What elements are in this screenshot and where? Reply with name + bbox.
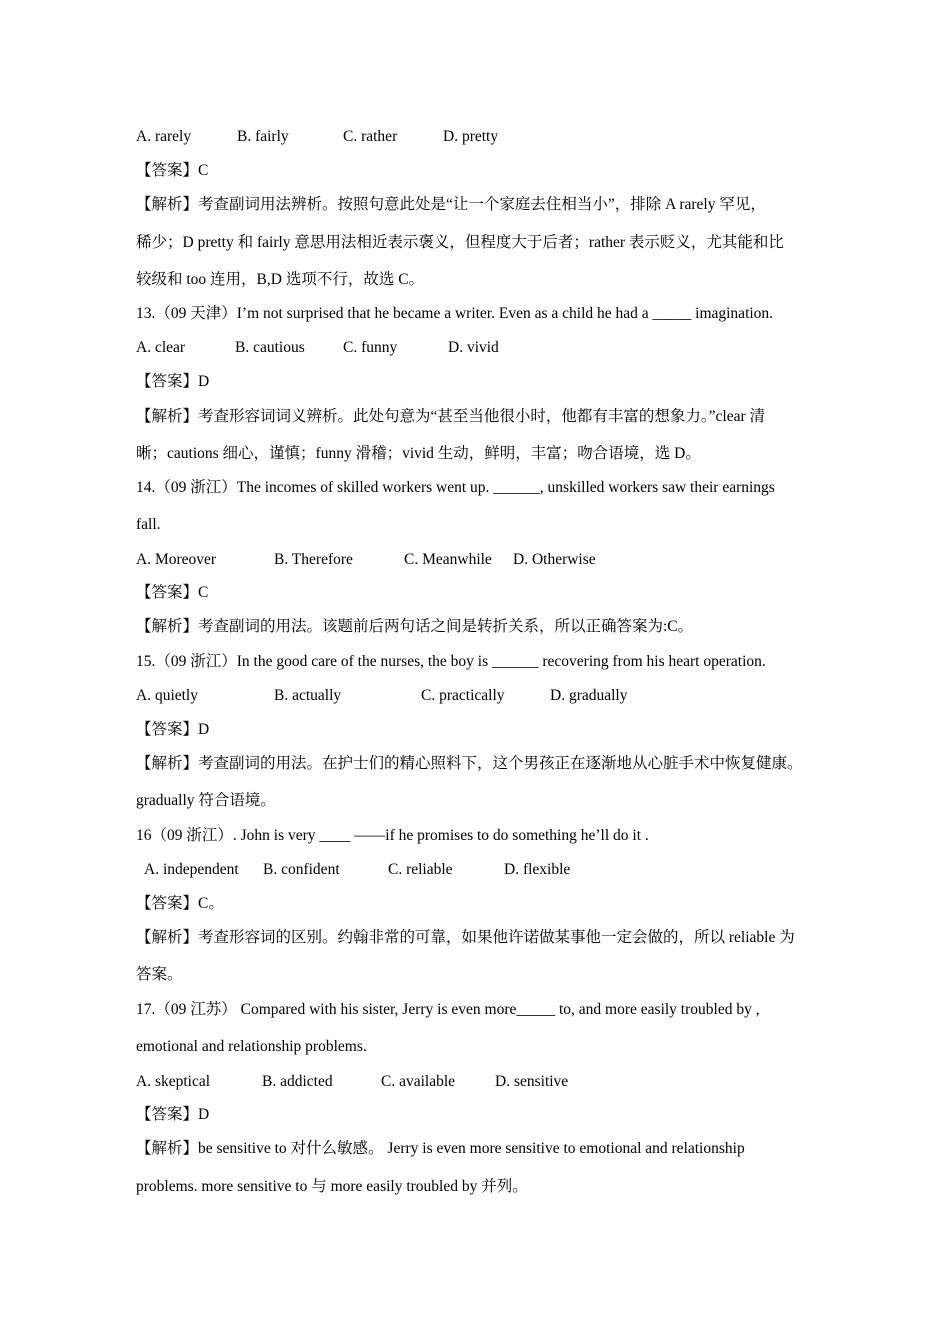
- q16-answer: 【答案】C。: [136, 895, 224, 912]
- option-b: B. addicted: [262, 1073, 333, 1090]
- option-d: D. vivid: [448, 339, 499, 356]
- q14-answer: 【答案】C: [136, 584, 209, 601]
- option-b: B. cautious: [235, 339, 305, 356]
- option-a: A. rarely: [136, 128, 192, 145]
- q15-question: 15.（09 浙江）In the good care of the nurses, the boy is ______ recovering from his heart operation.: [136, 653, 766, 670]
- option-d: D. sensitive: [495, 1073, 569, 1090]
- q13-analysis-line-2: 晰；cautions 细心，谨慎；funny 滑稽；vivid 生动，鲜明，丰富；吻合语境，选 D。: [136, 445, 701, 462]
- option-c: C. practically: [421, 687, 505, 704]
- q14-question-line-1: 14.（09 浙江）The incomes of skilled workers went up. ______, unskilled workers saw their earnings: [136, 479, 775, 496]
- option-b: B. actually: [274, 687, 342, 704]
- option-c: C. rather: [343, 128, 398, 145]
- option-c: C. reliable: [388, 861, 453, 878]
- q16-analysis-line-1: 【解析】考查形容词的区别。约翰非常的可靠，如果他许诺做某事他一定会做的，所以 reliable 为: [136, 929, 795, 946]
- q16-question: 16（09 浙江）. John is very ____ ——if he promises to do something he’ll do it .: [136, 827, 649, 844]
- q15-analysis-line-1: 【解析】考查副词的用法。在护士们的精心照料下，这个男孩正在逐渐地从心脏手术中恢复健康。: [136, 755, 803, 772]
- q15-answer: 【答案】D: [136, 721, 210, 738]
- q17-question-line-1: 17.（09 江苏） Compared with his sister, Jerry is even more_____ to, and more easily troubled by ,: [136, 1001, 760, 1018]
- option-a: A. skeptical: [136, 1073, 211, 1090]
- q13-analysis-line-1: 【解析】考查形容词词义辨析。此处句意为“甚至当他很小时，他都有丰富的想象力。”clear 清: [136, 408, 765, 425]
- option-d: D. gradually: [550, 687, 628, 704]
- option-a: A. quietly: [136, 687, 198, 704]
- option-b: B. confident: [263, 861, 340, 878]
- q12-answer: 【答案】C: [136, 162, 209, 179]
- option-b: B. fairly: [237, 128, 289, 145]
- option-c: C. Meanwhile: [404, 551, 492, 568]
- q12-analysis-line-3: 较级和 too 连用，B,D 选项不行，故选 C。: [136, 271, 425, 288]
- q16-analysis-line-2: 答案。: [136, 966, 183, 983]
- option-c: C. available: [381, 1073, 456, 1090]
- q12-analysis-line-2: 稀少；D pretty 和 fairly 意思用法相近表示褒义，但程度大于后者；rather 表示贬义，尤其能和比: [136, 234, 784, 251]
- option-d: D. Otherwise: [513, 551, 596, 568]
- option-d: D. flexible: [504, 861, 571, 878]
- option-a: A. Moreover: [136, 551, 217, 568]
- q14-analysis-line-1: 【解析】考查副词的用法。该题前后两句话之间是转折关系，所以正确答案为:C。: [136, 618, 694, 635]
- option-d: D. pretty: [443, 128, 499, 145]
- q17-analysis-line-2: problems. more sensitive to 与 more easily troubled by 并列。: [136, 1178, 528, 1195]
- option-a: A. clear: [136, 339, 186, 356]
- q13-question: 13.（09 天津）I’m not surprised that he became a writer. Even as a child he had a _____ imagination.: [136, 305, 774, 322]
- q17-answer: 【答案】D: [136, 1106, 210, 1123]
- q15-analysis-line-2: gradually 符合语境。: [136, 792, 276, 809]
- q17-analysis-line-1: 【解析】be sensitive to 对什么敏感。 Jerry is even more sensitive to emotional and relationship: [136, 1140, 745, 1157]
- q17-question-line-2: emotional and relationship problems.: [136, 1038, 367, 1055]
- q13-answer: 【答案】D: [136, 373, 210, 390]
- option-a: A. independent: [144, 861, 239, 878]
- q12-analysis-line-1: 【解析】考查副词用法辨析。按照句意此处是“让一个家庭去住相当小”，排除 A rarely 罕见，: [136, 196, 766, 213]
- q14-question-line-2: fall.: [136, 516, 161, 533]
- option-c: C. funny: [343, 339, 398, 356]
- option-b: B. Therefore: [274, 551, 353, 568]
